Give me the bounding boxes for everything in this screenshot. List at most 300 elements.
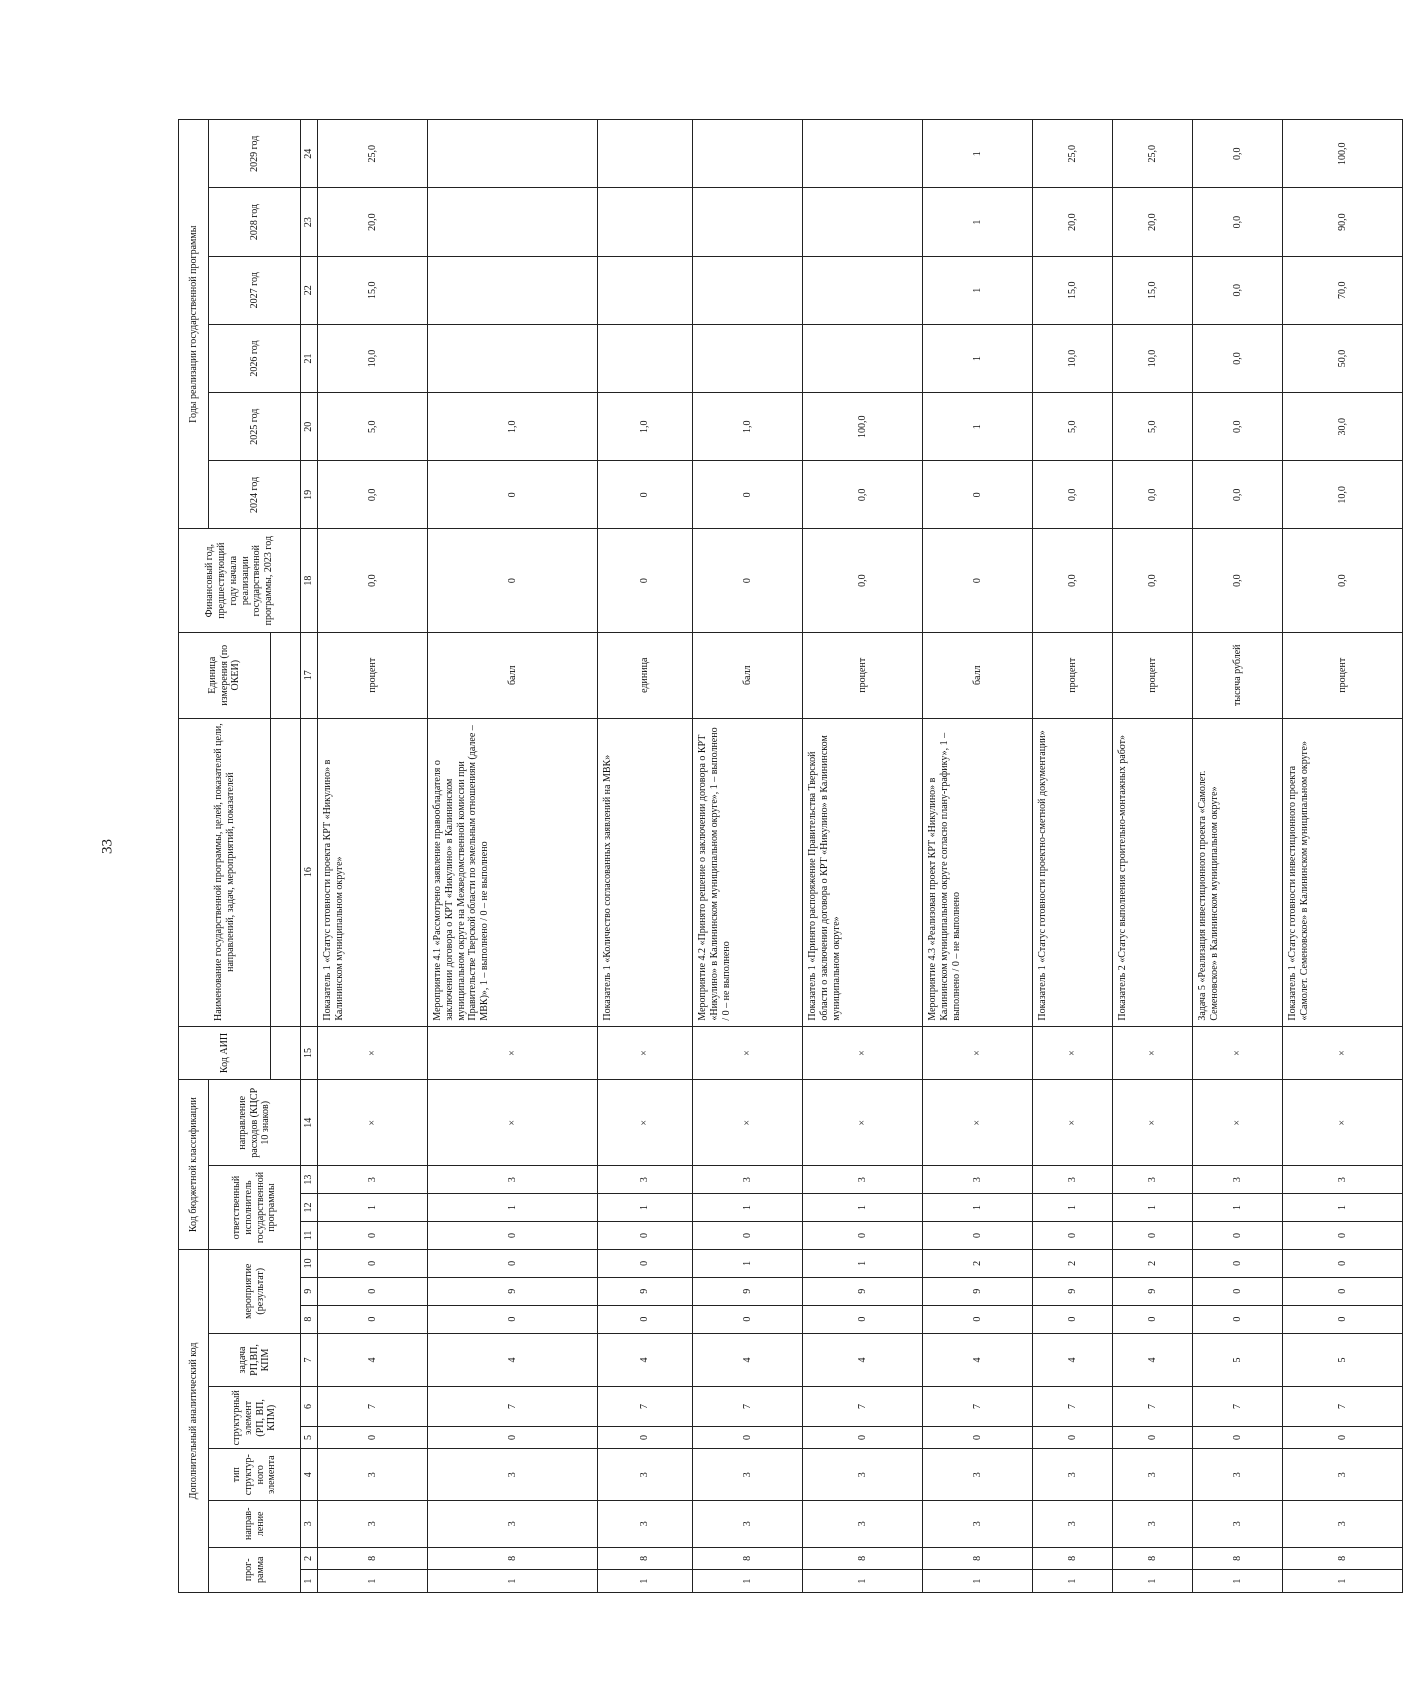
column-number: 7: [301, 1333, 318, 1387]
code-cell: 7: [923, 1387, 1033, 1426]
code-cell: 3: [1033, 1166, 1113, 1194]
code-cell: 0: [1283, 1305, 1403, 1333]
year-value: 20,0: [1113, 188, 1193, 256]
code-cell: 3: [1193, 1449, 1283, 1501]
code-cell: 3: [923, 1501, 1033, 1548]
year-value: [428, 324, 598, 392]
code-cell: 1: [318, 1194, 428, 1222]
code-cell: 0: [1113, 1426, 1193, 1449]
header-name-blank: [271, 718, 301, 1026]
column-number-row: [301, 120, 318, 1593]
column-number: 12: [301, 1194, 318, 1222]
table-row: [428, 120, 598, 1593]
table-row: [1113, 120, 1193, 1593]
code-cell: 0: [923, 1305, 1033, 1333]
expense-cell: ×: [803, 1080, 923, 1166]
aip-cell: ×: [1283, 1026, 1403, 1080]
year-value: 20,0: [318, 188, 428, 256]
code-cell: 0: [923, 1426, 1033, 1449]
code-cell: 0: [693, 1221, 803, 1249]
expense-cell: ×: [318, 1080, 428, 1166]
code-cell: 7: [1283, 1387, 1403, 1426]
header-unit: Единица измерения (по ОКЕИ): [179, 632, 271, 718]
column-number: 10: [301, 1249, 318, 1277]
column-number: 23: [301, 188, 318, 256]
year-value: 1: [923, 188, 1033, 256]
column-number: 19: [301, 461, 318, 529]
code-cell: 7: [1113, 1387, 1193, 1426]
year-value: 25,0: [318, 120, 428, 188]
year-value: [803, 324, 923, 392]
table-row: [598, 120, 693, 1593]
year-value: [598, 256, 693, 324]
code-cell: 8: [428, 1547, 598, 1570]
year-value: 30,0: [1283, 393, 1403, 461]
year-value: 0,0: [1193, 393, 1283, 461]
year-value: 5,0: [1113, 393, 1193, 461]
code-cell: 7: [803, 1387, 923, 1426]
code-cell: 0: [803, 1221, 923, 1249]
code-cell: 1: [1113, 1570, 1193, 1593]
code-cell: 1: [1283, 1570, 1403, 1593]
code-cell: 1: [803, 1194, 923, 1222]
code-cell: 3: [1283, 1166, 1403, 1194]
code-cell: 2: [1033, 1249, 1113, 1277]
code-cell: 0: [1283, 1221, 1403, 1249]
code-cell: 3: [428, 1501, 598, 1548]
code-cell: 0: [1033, 1305, 1113, 1333]
year-value: 10,0: [1283, 461, 1403, 529]
year-value: 1,0: [693, 393, 803, 461]
header-aip-blank: [271, 1026, 301, 1080]
column-number: 18: [301, 529, 318, 632]
header-struct: структурный элемент (РП, ВП, КПМ): [209, 1387, 301, 1449]
code-cell: 1: [428, 1570, 598, 1593]
year-value: [598, 188, 693, 256]
code-cell: 3: [693, 1166, 803, 1194]
code-cell: 4: [1033, 1333, 1113, 1387]
code-cell: 8: [803, 1547, 923, 1570]
code-cell: 8: [598, 1547, 693, 1570]
unit-cell: процент: [1033, 632, 1113, 718]
expense-cell: ×: [693, 1080, 803, 1166]
code-cell: 8: [1113, 1547, 1193, 1570]
code-cell: 1: [1113, 1194, 1193, 1222]
column-number: 2: [301, 1547, 318, 1570]
code-cell: 3: [598, 1501, 693, 1548]
code-cell: 3: [1283, 1501, 1403, 1548]
header-group-budget: Код бюджетной классификации: [179, 1080, 209, 1250]
code-cell: 3: [1193, 1501, 1283, 1548]
base-year-value: 0,0: [318, 529, 428, 632]
year-value: 1: [923, 324, 1033, 392]
code-cell: 4: [428, 1333, 598, 1387]
rotated-table-container: [178, 119, 1348, 1593]
column-number: 22: [301, 256, 318, 324]
base-year-value: 0: [693, 529, 803, 632]
column-number: 16: [301, 718, 318, 1026]
code-cell: 1: [428, 1194, 598, 1222]
code-cell: 2: [923, 1249, 1033, 1277]
code-cell: 3: [1113, 1449, 1193, 1501]
year-value: [428, 120, 598, 188]
indicator-name: Мероприятие 4.3 «Реализован проект КРТ «Никулино» в Калининском муниципальном округе согласно плану-графику», 1 – выполнено / 0 – не выполнено: [923, 718, 1033, 1026]
year-value: 10,0: [318, 324, 428, 392]
code-cell: 1: [598, 1570, 693, 1593]
code-cell: 1: [1193, 1570, 1283, 1593]
code-cell: 4: [318, 1333, 428, 1387]
base-year-value: 0: [923, 529, 1033, 632]
aip-cell: ×: [1113, 1026, 1193, 1080]
code-cell: 3: [1033, 1501, 1113, 1548]
year-value: [693, 256, 803, 324]
code-cell: 0: [428, 1249, 598, 1277]
code-cell: 3: [803, 1449, 923, 1501]
year-value: 100,0: [803, 393, 923, 461]
code-cell: 3: [1193, 1166, 1283, 1194]
header-year-2024: 2024 год: [209, 461, 301, 529]
code-cell: 3: [1113, 1501, 1193, 1548]
header-year-2028: 2028 год: [209, 188, 301, 256]
header-year-2029: 2029 год: [209, 120, 301, 188]
year-value: 0,0: [1193, 461, 1283, 529]
aip-cell: ×: [923, 1026, 1033, 1080]
column-number: 3: [301, 1501, 318, 1548]
base-year-value: 0,0: [1113, 529, 1193, 632]
year-value: [693, 120, 803, 188]
code-cell: 9: [803, 1277, 923, 1305]
unit-cell: процент: [803, 632, 923, 718]
code-cell: 3: [1033, 1449, 1113, 1501]
aip-cell: ×: [1193, 1026, 1283, 1080]
year-value: 0,0: [1193, 324, 1283, 392]
year-value: 70,0: [1283, 256, 1403, 324]
header-unit-blank: [271, 632, 301, 718]
code-cell: 0: [1283, 1249, 1403, 1277]
header-group-analytic: Дополнительный аналитический код: [179, 1249, 209, 1592]
code-cell: 1: [693, 1249, 803, 1277]
code-cell: 0: [803, 1305, 923, 1333]
code-cell: 1: [693, 1194, 803, 1222]
year-value: 15,0: [1113, 256, 1193, 324]
code-cell: 0: [598, 1221, 693, 1249]
expense-cell: ×: [1033, 1080, 1113, 1166]
code-cell: 1: [1283, 1194, 1403, 1222]
header-direction: направ-ление: [209, 1501, 301, 1548]
unit-cell: балл: [693, 632, 803, 718]
code-cell: 4: [923, 1333, 1033, 1387]
year-value: 0,0: [803, 461, 923, 529]
code-cell: 7: [318, 1387, 428, 1426]
code-cell: 7: [598, 1387, 693, 1426]
year-value: 0: [693, 461, 803, 529]
column-number: 11: [301, 1221, 318, 1249]
year-value: 5,0: [1033, 393, 1113, 461]
aip-cell: ×: [693, 1026, 803, 1080]
aip-cell: ×: [428, 1026, 598, 1080]
code-cell: 0: [803, 1426, 923, 1449]
indicator-name: Показатель 1 «Принято распоряжение Правительства Тверской области о заключении договора о КРТ «Никулино» в Калининском муниципальном округе»: [803, 718, 923, 1026]
header-year-2026: 2026 год: [209, 324, 301, 392]
year-value: 0,0: [1193, 120, 1283, 188]
code-cell: 1: [598, 1194, 693, 1222]
code-cell: 7: [1033, 1387, 1113, 1426]
year-value: 10,0: [1113, 324, 1193, 392]
column-number: 20: [301, 393, 318, 461]
header-years-group: Годы реализации государственной программы: [179, 120, 209, 529]
table-row: [1283, 120, 1403, 1593]
code-cell: 3: [318, 1501, 428, 1548]
code-cell: 8: [1283, 1547, 1403, 1570]
year-value: [803, 188, 923, 256]
table-row: [1193, 120, 1283, 1593]
indicator-name: Показатель 1 «Статус готовности проектно-сметной документации»: [1033, 718, 1113, 1026]
year-value: [693, 324, 803, 392]
code-cell: 0: [428, 1305, 598, 1333]
column-number: 17: [301, 632, 318, 718]
column-number: 8: [301, 1305, 318, 1333]
indicator-name: Показатель 1 «Статус готовности проекта КРТ «Никулино» в Калининском муниципальном округе»: [318, 718, 428, 1026]
unit-cell: тысяча рублей: [1193, 632, 1283, 718]
unit-cell: балл: [923, 632, 1033, 718]
column-number: 9: [301, 1277, 318, 1305]
code-cell: 0: [1113, 1221, 1193, 1249]
expense-cell: ×: [1193, 1080, 1283, 1166]
base-year-value: 0,0: [1193, 529, 1283, 632]
unit-cell: единица: [598, 632, 693, 718]
year-value: 5,0: [318, 393, 428, 461]
code-cell: 7: [428, 1387, 598, 1426]
base-year-value: 0,0: [1033, 529, 1113, 632]
year-value: 20,0: [1033, 188, 1113, 256]
year-value: 100,0: [1283, 120, 1403, 188]
code-cell: 8: [1033, 1547, 1113, 1570]
code-cell: 3: [803, 1501, 923, 1548]
column-number: 21: [301, 324, 318, 392]
table-body: [318, 120, 1403, 1593]
code-cell: 2: [1113, 1249, 1193, 1277]
code-cell: 1: [1033, 1570, 1113, 1593]
column-number: 14: [301, 1080, 318, 1166]
year-value: 1,0: [598, 393, 693, 461]
code-cell: 3: [1283, 1449, 1403, 1501]
year-value: 10,0: [1033, 324, 1113, 392]
column-number: 5: [301, 1426, 318, 1449]
code-cell: 3: [598, 1166, 693, 1194]
aip-cell: ×: [1033, 1026, 1113, 1080]
code-cell: 0: [598, 1305, 693, 1333]
code-cell: 0: [693, 1305, 803, 1333]
code-cell: 1: [803, 1249, 923, 1277]
year-value: 15,0: [1033, 256, 1113, 324]
code-cell: 1: [693, 1570, 803, 1593]
code-cell: 9: [693, 1277, 803, 1305]
expense-cell: ×: [428, 1080, 598, 1166]
column-number: 13: [301, 1166, 318, 1194]
table-row: [318, 120, 428, 1593]
header-type: тип структур-ного элемента: [209, 1449, 301, 1501]
column-number: 6: [301, 1387, 318, 1426]
code-cell: 3: [923, 1449, 1033, 1501]
code-cell: 4: [803, 1333, 923, 1387]
code-cell: 0: [1193, 1221, 1283, 1249]
code-cell: 0: [1033, 1221, 1113, 1249]
code-cell: 0: [318, 1305, 428, 1333]
code-cell: 0: [1193, 1249, 1283, 1277]
table-row: [1033, 120, 1113, 1593]
code-cell: 1: [1193, 1194, 1283, 1222]
code-cell: 3: [923, 1166, 1033, 1194]
expense-cell: ×: [1283, 1080, 1403, 1166]
code-cell: 8: [923, 1547, 1033, 1570]
table-row: [803, 120, 923, 1593]
aip-cell: ×: [598, 1026, 693, 1080]
unit-cell: процент: [1283, 632, 1403, 718]
year-value: 25,0: [1033, 120, 1113, 188]
aip-cell: ×: [318, 1026, 428, 1080]
code-cell: 9: [1113, 1277, 1193, 1305]
year-value: 1: [923, 120, 1033, 188]
header-fin-year: Финансовый год, предшествующий году начала реализации государственной программы, 2023 год: [179, 529, 301, 632]
header-event: мероприятие (результат): [209, 1249, 301, 1333]
table-row: [923, 120, 1033, 1593]
year-value: 1: [923, 393, 1033, 461]
code-cell: 0: [1113, 1305, 1193, 1333]
year-value: 0: [428, 461, 598, 529]
header-kod-aip: Код АИП: [179, 1026, 271, 1080]
indicator-name: Показатель 2 «Статус выполнения строительно-монтажных работ»: [1113, 718, 1193, 1026]
year-value: 0,0: [1033, 461, 1113, 529]
code-cell: 9: [598, 1277, 693, 1305]
year-value: [803, 256, 923, 324]
column-number: 4: [301, 1449, 318, 1501]
year-value: [598, 120, 693, 188]
code-cell: 3: [693, 1449, 803, 1501]
year-value: 15,0: [318, 256, 428, 324]
base-year-value: 0: [598, 529, 693, 632]
code-cell: 0: [1033, 1426, 1113, 1449]
code-cell: 0: [1193, 1305, 1283, 1333]
page-number: 33: [99, 839, 116, 854]
year-value: 50,0: [1283, 324, 1403, 392]
indicator-name: Показатель 1 «Статус готовности инвестиционного проекта «Самолет. Семеновское» в Калининском муниципальном округе»: [1283, 718, 1403, 1026]
expense-cell: ×: [923, 1080, 1033, 1166]
code-cell: 3: [598, 1449, 693, 1501]
header-task: задача РП,ВП, КПМ: [209, 1333, 301, 1387]
code-cell: 9: [1033, 1277, 1113, 1305]
indicator-table: [178, 119, 1403, 1593]
header-name: Наименование государственной программы, целей, показателей цели, направлений, задач, мероприятий, показателей: [179, 718, 271, 1026]
base-year-value: 0,0: [803, 529, 923, 632]
code-cell: 9: [923, 1277, 1033, 1305]
year-value: 0,0: [1113, 461, 1193, 529]
code-cell: 7: [693, 1387, 803, 1426]
code-cell: 7: [1193, 1387, 1283, 1426]
code-cell: 5: [1193, 1333, 1283, 1387]
code-cell: 0: [318, 1249, 428, 1277]
header-program: прог-рамма: [209, 1547, 301, 1592]
indicator-name: Мероприятие 4.2 «Принято решение о заключении договора о КРТ «Никулино» в Калининском муниципальном округе», 1 – выполнено / 0 – не выполнено: [693, 718, 803, 1026]
code-cell: 0: [1283, 1426, 1403, 1449]
code-cell: 9: [428, 1277, 598, 1305]
header-year-2027: 2027 год: [209, 256, 301, 324]
table-row: [693, 120, 803, 1593]
year-value: [693, 188, 803, 256]
indicator-name: Мероприятие 4.1 «Рассмотрено заявление правообладателя о заключении договора о КРТ «Никулино» в Калининском муниципальном округе на Межведомственной комиссии при Правительстве Тверской области по земельным отношениям (далее – МВК)», 1 – выполнено / 0 – не выполнено: [428, 718, 598, 1026]
code-cell: 0: [428, 1426, 598, 1449]
year-value: 0: [598, 461, 693, 529]
year-value: 0: [923, 461, 1033, 529]
expense-cell: ×: [598, 1080, 693, 1166]
year-value: 1,0: [428, 393, 598, 461]
expense-cell: ×: [1113, 1080, 1193, 1166]
code-cell: 0: [693, 1426, 803, 1449]
code-cell: 0: [318, 1221, 428, 1249]
year-value: 90,0: [1283, 188, 1403, 256]
code-cell: 0: [318, 1277, 428, 1305]
base-year-value: 0,0: [1283, 529, 1403, 632]
header-year-2025: 2025 год: [209, 393, 301, 461]
year-value: [803, 120, 923, 188]
unit-cell: балл: [428, 632, 598, 718]
code-cell: 0: [923, 1221, 1033, 1249]
code-cell: 0: [598, 1249, 693, 1277]
base-year-value: 0: [428, 529, 598, 632]
code-cell: 1: [1033, 1194, 1113, 1222]
code-cell: 4: [1113, 1333, 1193, 1387]
code-cell: 0: [1193, 1426, 1283, 1449]
code-cell: 0: [598, 1426, 693, 1449]
unit-cell: процент: [1113, 632, 1193, 718]
year-value: 0,0: [318, 461, 428, 529]
unit-cell: процент: [318, 632, 428, 718]
code-cell: 0: [428, 1221, 598, 1249]
header-expense: направление расходов (КЦСР 10 знаков): [209, 1080, 301, 1166]
year-value: [428, 256, 598, 324]
code-cell: 8: [1193, 1547, 1283, 1570]
code-cell: 3: [428, 1449, 598, 1501]
code-cell: 0: [1283, 1277, 1403, 1305]
indicator-name: Задача 5 «Реализация инвестиционного проекта «Самолет. Семеновское» в Калининском муниципальном округе»: [1193, 718, 1283, 1026]
year-value: [598, 324, 693, 392]
header-executor: ответственный исполнитель государственной программы: [209, 1166, 301, 1250]
code-cell: 0: [1193, 1277, 1283, 1305]
column-number: 24: [301, 120, 318, 188]
year-value: 0,0: [1193, 256, 1283, 324]
code-cell: 4: [598, 1333, 693, 1387]
column-number: 15: [301, 1026, 318, 1080]
code-cell: 5: [1283, 1333, 1403, 1387]
code-cell: 3: [318, 1166, 428, 1194]
code-cell: 3: [1113, 1166, 1193, 1194]
code-cell: 3: [693, 1501, 803, 1548]
column-number: 1: [301, 1570, 318, 1593]
code-cell: 1: [923, 1570, 1033, 1593]
year-value: [428, 188, 598, 256]
code-cell: 3: [428, 1166, 598, 1194]
code-cell: 1: [803, 1570, 923, 1593]
code-cell: 4: [693, 1333, 803, 1387]
code-cell: 3: [803, 1166, 923, 1194]
code-cell: 3: [318, 1449, 428, 1501]
year-value: 0,0: [1193, 188, 1283, 256]
indicator-name: Показатель 1 «Количество согласованных заявлений на МВК»: [598, 718, 693, 1026]
code-cell: 8: [318, 1547, 428, 1570]
code-cell: 1: [923, 1194, 1033, 1222]
code-cell: 8: [693, 1547, 803, 1570]
aip-cell: ×: [803, 1026, 923, 1080]
code-cell: 0: [318, 1426, 428, 1449]
